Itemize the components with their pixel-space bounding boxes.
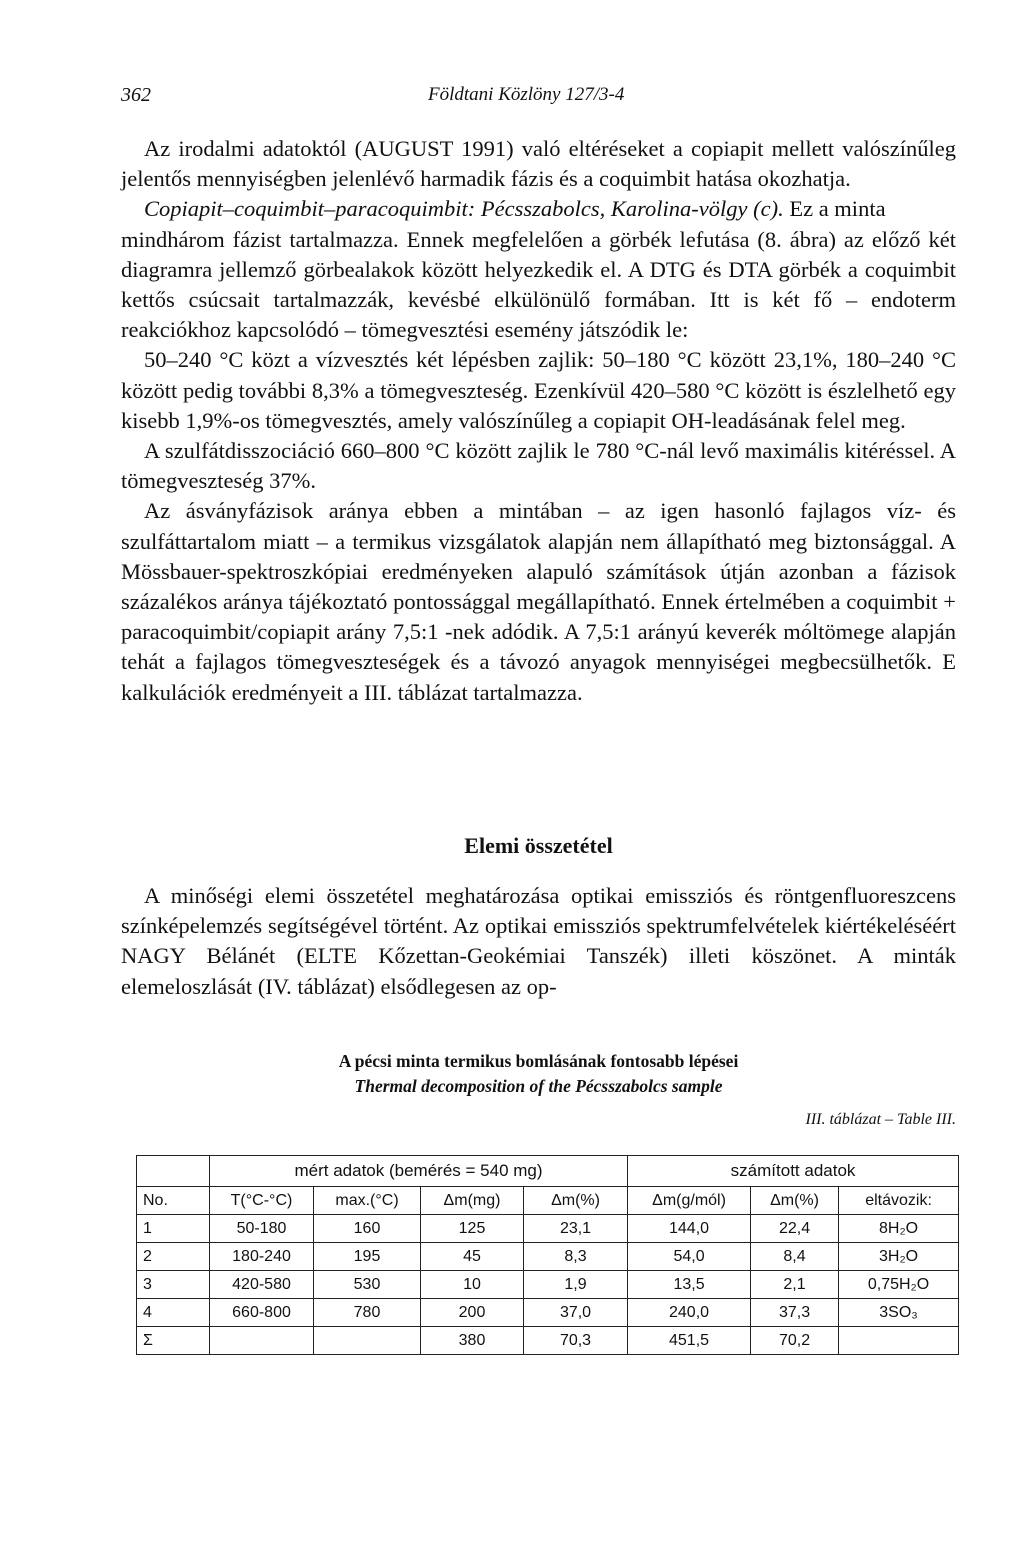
table-cell: 37,0 [524,1299,628,1327]
table-cell: 1,9 [524,1271,628,1299]
table-cell: 3SO₃ [839,1299,959,1327]
table-cell: 125 [421,1215,524,1243]
column-header: Δm(%) [751,1187,839,1215]
table-cell: 420-580 [210,1271,314,1299]
body-text-block-1 [121,134,956,708]
table-cell: 23,1 [524,1215,628,1243]
table-cell: Σ [137,1327,210,1355]
column-header: T(°C-°C) [210,1187,314,1215]
table-cell: 50-180 [210,1215,314,1243]
table-group-header-row [137,1156,959,1187]
table-cell: 1 [137,1215,210,1243]
table-corner-cell [137,1156,210,1187]
table-label: III. táblázat – Table III. [805,1111,956,1128]
table-row [137,1327,959,1355]
table-column-header-row [137,1187,959,1215]
table-cell: 4 [137,1299,210,1327]
sample-heading-paragraph [121,194,956,224]
table-cell: 200 [421,1299,524,1327]
thermal-decomposition-table [136,1155,959,1355]
table-cell: 0,75H₂O [839,1271,959,1299]
running-head [121,84,956,114]
table-cell: 8H₂O [839,1215,959,1243]
column-header: No. [137,1187,210,1215]
table-cell: 530 [314,1271,421,1299]
table-cell: 22,4 [751,1215,839,1243]
group-header-calculated: számított adatok [628,1156,959,1187]
sample-heading: Copiapit–coquimbit–paracoquimbit: Pécsszabolcs, Karolina-völgy (c). [144,196,784,222]
table-cell: 3 [137,1271,210,1299]
journal-name: Földtani Közlöny 127/3-4 [428,84,625,105]
table-cell: 3H₂O [839,1243,959,1271]
column-header: Δm(mg) [421,1187,524,1215]
paragraph: mindhárom fázist tartalmazza. Ennek megfelelően a görbék lefutása (8. ábra) az előző két diagramra jellemző görbealakok között helyezkedik el. A DTG és DTA görbék a coquimbit kettős csúcsait tartalmazzák, kevésbé elkülönülő formában. Itt is két fő – endoterm reakciókhoz kapcsolódó – tömegvesztési esemény játszódik le: [121,226,956,343]
page-number: 362 [121,84,151,106]
column-header: eltávozik: [839,1187,959,1215]
table-row [137,1299,959,1327]
table-cell: 37,3 [751,1299,839,1327]
column-header: max.(°C) [314,1187,421,1215]
table-cell: 180-240 [210,1243,314,1271]
paragraph: A minőségi elemi összetétel meghatározása optikai emissziós és röntgenfluoreszcens színképelemzés segítségével történt. Az optikai emissziós spektrumfelvételek kiértékeléséért NAGY Bélánét (ELTE Kőzettan-Geokémiai Tanszék) illeti köszönet. A minták elemeloszlását (IV. táblázat) elsődlegesen az op- [121,883,956,999]
table-row [137,1271,959,1299]
table-row [137,1243,959,1271]
body-text-block-2 [121,881,956,1002]
paragraph: 50–240 °C közt a vízvesztés két lépésben zajlik: 50–180 °C között 23,1%, 180–240 °C között pedig további 8,3% a tömegveszteség. Ezenkívül 420–580 °C között is észlelhető egy kisebb 1,9%-os tömegvesztés, amely valószínűleg a copiapit OH-leadásának felel meg. [121,347,956,433]
sample-heading-tail: Ez a minta [783,196,886,222]
group-header-measured: mért adatok (bemérés = 540 mg) [210,1156,628,1187]
table-caption-hungarian: A pécsi minta termikus bomlásának fontosabb lépései [338,1051,739,1071]
table-cell: 195 [314,1243,421,1271]
table-cell: 451,5 [628,1327,751,1355]
table-cell: 54,0 [628,1243,751,1271]
table-cell: 240,0 [628,1299,751,1327]
table-caption-english: Thermal decomposition of the Pécsszabolcs sample [354,1076,723,1096]
table-cell: 10 [421,1271,524,1299]
column-header: Δm(g/mól) [628,1187,751,1215]
table-cell: 380 [421,1327,524,1355]
table-cell: 70,3 [524,1327,628,1355]
paragraph: A szulfátdisszociáció 660–800 °C között zajlik le 780 °C-nál levő maximális kitéréssel. A tömegveszteség 37%. [121,438,956,494]
table-cell [210,1327,314,1355]
table-cell: 45 [421,1243,524,1271]
paragraph: Az irodalmi adatoktól (AUGUST 1991) való eltéréseket a copiapit mellett valószínűleg jelentős mennyiségben jelenlévő harmadik fázis és a coquimbit hatása okozhatja. [121,136,956,192]
table-cell: 2,1 [751,1271,839,1299]
table-cell: 780 [314,1299,421,1327]
table-cell [839,1327,959,1355]
table-cell: 660-800 [210,1299,314,1327]
table-cell: 8,3 [524,1243,628,1271]
table-cell: 144,0 [628,1215,751,1243]
table-cell: 70,2 [751,1327,839,1355]
table-cell: 160 [314,1215,421,1243]
table-cell: 13,5 [628,1271,751,1299]
table-cell: 8,4 [751,1243,839,1271]
column-header: Δm(%) [524,1187,628,1215]
table-cell [314,1327,421,1355]
table-row [137,1215,959,1243]
table-cell: 2 [137,1243,210,1271]
section-heading: Elemi összetétel [464,833,613,858]
paragraph: Az ásványfázisok aránya ebben a mintában – az igen hasonló fajlagos víz- és szulfáttartalom miatt – a termikus vizsgálatok alapján nem állapítható meg biztonsággal. A Mössbauer-spektroszkópiai eredményeken alapuló számítások útján azonban a fázisok százalékos aránya tájékoztató pontossággal megállapítható. Ennek értelmében a coquimbit + paracoquimbit/copiapit arány 7,5:1 -nek adódik. A 7,5:1 arányú keverék móltömege alapján tehát a fajlagos tömegveszteségek és a távozó anyagok mennyiségei megbecsülhetők. E kalkulációk eredményeit a III. táblázat tartalmazza. [121,498,956,705]
